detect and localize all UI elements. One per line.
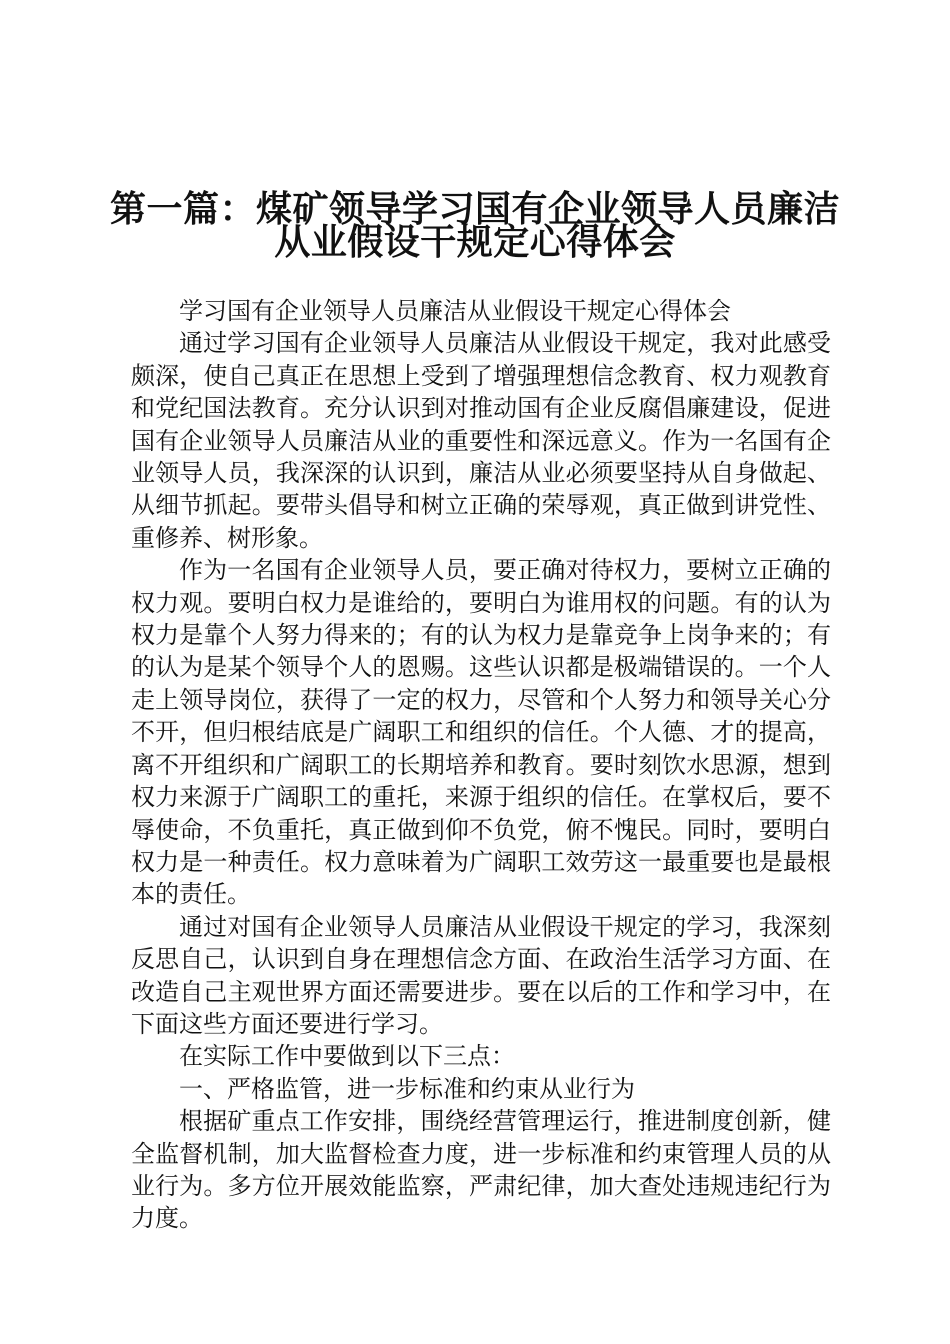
body-paragraph: 通过学习国有企业领导人员廉洁从业假设干规定，我对此感受颇深，使自己真正在思想上受到了增强理想信念教育、权力观教育和党纪国法教育。充分认识到对推动国有企业反腐倡廉建设，促进国有企业领导人员廉洁从业的重要性和深远意义。作为一名国有企业领导人员，我深深的认识到，廉洁从业必须要坚持从自身做起、从细节抓起。要带头倡导和树立正确的荣辱观，真正做到讲党性、重修养、树形象。 xyxy=(131,329,831,552)
document-title-line-2: 从业假设干规定心得体会 xyxy=(274,222,676,263)
subtitle-paragraph: 学习国有企业领导人员廉洁从业假设干规定心得体会 xyxy=(179,297,731,325)
body-paragraph: 在实际工作中要做到以下三点： xyxy=(179,1042,515,1071)
body-paragraph: 根据矿重点工作安排，围绕经营管理运行，推进制度创新，健全监督机制，加大监督检查力度，进一步标准和约束管理人员的从业行为。多方位开展效能监察，严肃纪律，加大查处违规违纪行为力度。 xyxy=(131,1107,831,1233)
section-heading: 一、严格监管，进一步标准和约束从业行为 xyxy=(179,1074,635,1103)
body-paragraph: 通过对国有企业领导人员廉洁从业假设干规定的学习，我深刻反思自己，认识到自身在理想信念方面、在政治生活学习方面、在改造自己主观世界方面还需要进步。要在以后的工作和学习中，在下面这些方面还要进行学习。 xyxy=(131,912,831,1038)
document-title-line-1: 第一篇：煤矿领导学习国有企业领导人员廉洁 xyxy=(109,189,840,230)
document-body xyxy=(131,295,831,1235)
body-paragraph: 作为一名国有企业领导人员，要正确对待权力，要树立正确的权力观。要明白权力是谁给的，要明白为谁用权的问题。有的认为权力是靠个人努力得来的；有的认为权力是靠竞争上岗争来的；有的认为是某个领导个人的恩赐。这些认识都是极端错误的。一个人走上领导岗位，获得了一定的权力，尽管和个人努力和领导关心分不开，但归根结底是广阔职工和组织的信任。个人德、才的提高，离不开组织和广阔职工的长期培养和教育。要时刻饮水思源，想到权力来源于广阔职工的重托，来源于组织的信任。在掌权后，要不辱使命，不负重托，真正做到仰不负党，俯不愧民。同时，要明白权力是一种责任。权力意味着为广阔职工效劳这一最重要也是最根本的责任。 xyxy=(131,556,831,909)
